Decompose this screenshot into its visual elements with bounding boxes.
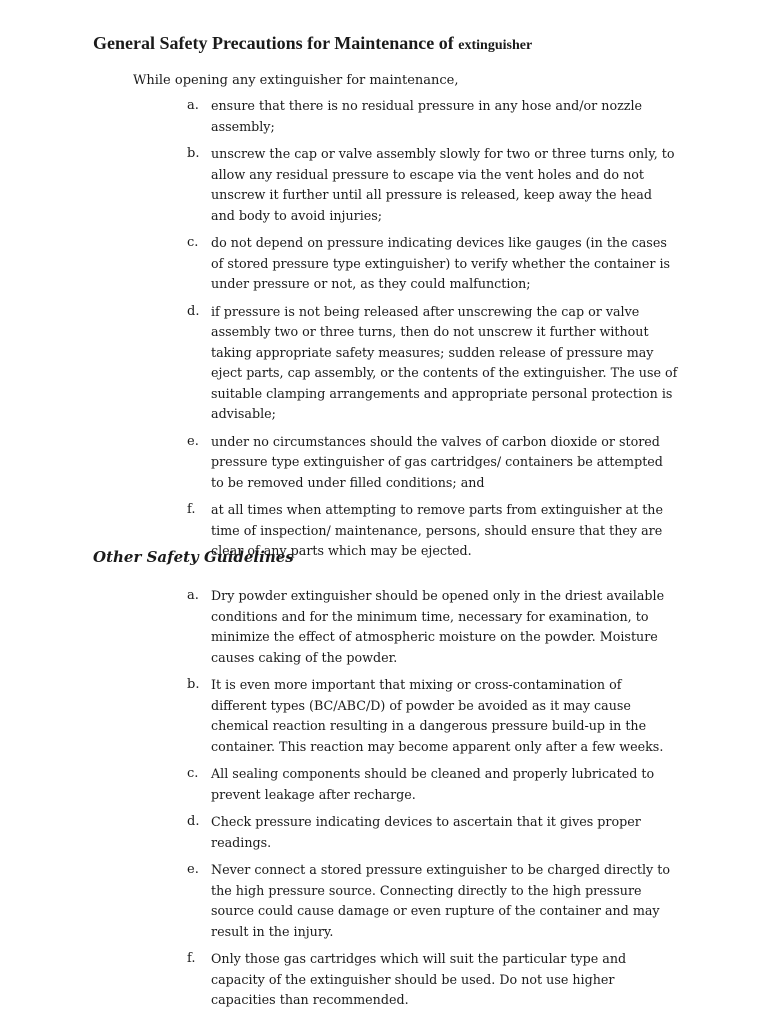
list-item-marker: d. bbox=[187, 814, 200, 829]
list-item bbox=[0, 860, 768, 942]
intro-paragraph: While opening any extinguisher for maintenance, bbox=[133, 73, 459, 88]
list-item-marker: d. bbox=[187, 303, 200, 319]
list-item-marker: c. bbox=[187, 766, 199, 781]
list-item bbox=[0, 302, 768, 425]
list-item-marker: b. bbox=[187, 677, 200, 692]
list-item-marker: a. bbox=[187, 98, 199, 113]
list-item-text: It is even more important that mixing or cross-contamination of different types (BC/ABC/D) of powder be avoided as it may cause chemical reaction resulting in a dangerous pressure build-up in the container. This reaction may become apparent only after a few weeks. bbox=[211, 677, 664, 754]
list-item-marker: f. bbox=[187, 502, 196, 517]
list-item bbox=[0, 233, 768, 295]
list-item-text: Check pressure indicating devices to ascertain that it gives proper readings. bbox=[211, 814, 641, 850]
list-item-text: do not depend on pressure indicating devices like gauges (in the cases of stored pressure type extinguisher) to verify whether the container is under pressure or not, as they could malfunction; bbox=[211, 235, 671, 291]
list-item-marker: e. bbox=[187, 862, 199, 877]
list-item-marker: b. bbox=[187, 146, 200, 161]
list-item-text: Never connect a stored pressure extinguisher to be charged directly to the high pressure source. Connecting directly to the high pressure source could cause damage or even rupture of the container and may result in the injury. bbox=[211, 862, 670, 939]
document-title-main: General Safety Precautions for Maintenance of bbox=[93, 33, 459, 53]
list-item-text: All sealing components should be cleaned and properly lubricated to prevent leakage after recharge. bbox=[211, 766, 655, 802]
list-item-marker: e. bbox=[187, 433, 199, 449]
list-item-text: Only those gas cartridges which will suit the particular type and capacity of the extinguisher should be used. Do not use higher capacities than recommended. bbox=[211, 951, 627, 1007]
section-heading: Other Safety Guidelines bbox=[93, 548, 294, 566]
list-item bbox=[0, 586, 768, 668]
list-item bbox=[0, 812, 768, 853]
other-safety-guidelines-list bbox=[0, 586, 768, 1018]
list-item bbox=[0, 675, 768, 757]
list-item-text: at all times when attempting to remove parts from extinguisher at the time of inspection/ maintenance, persons, should ensure that they are clear of any parts which may be ejected. bbox=[211, 502, 663, 558]
list-item bbox=[0, 144, 768, 226]
document-title bbox=[93, 33, 532, 56]
list-item bbox=[0, 96, 768, 137]
list-item-marker: f. bbox=[187, 951, 196, 966]
list-item-text: if pressure is not being released after unscrewing the cap or valve assembly two or three turns, then do not unscrew it further without taking appropriate safety measures; sudden release of pressure may eject parts, cap assembly, or the contents of the extinguisher. The use of suitable clamping arrangements and appropriate personal protection is advisable; bbox=[211, 303, 678, 421]
list-item bbox=[0, 432, 768, 494]
list-item bbox=[0, 949, 768, 1011]
maintenance-precautions-list bbox=[0, 96, 768, 569]
list-item-marker: a. bbox=[187, 588, 199, 603]
list-item-marker: c. bbox=[187, 235, 199, 250]
list-item-text: under no circumstances should the valves of carbon dioxide or stored pressure type extinguisher of gas cartridges/ containers be attempted to be removed under filled conditions; and bbox=[211, 433, 663, 490]
list-item-text: Dry powder extinguisher should be opened only in the driest available conditions and for the minimum time, necessary for examination, to minimize the effect of atmospheric moisture on the powder. Moisture causes caking of the powder. bbox=[211, 588, 665, 665]
list-item-text: ensure that there is no residual pressure in any hose and/or nozzle assembly; bbox=[211, 98, 643, 134]
list-item-text: unscrew the cap or valve assembly slowly for two or three turns only, to allow any residual pressure to escape via the vent holes and do not unscrew it further until all pressure is released, keep away the head and body to avoid injuries; bbox=[211, 146, 675, 223]
document-title-tail: extinguisher bbox=[458, 38, 533, 53]
list-item bbox=[0, 764, 768, 805]
